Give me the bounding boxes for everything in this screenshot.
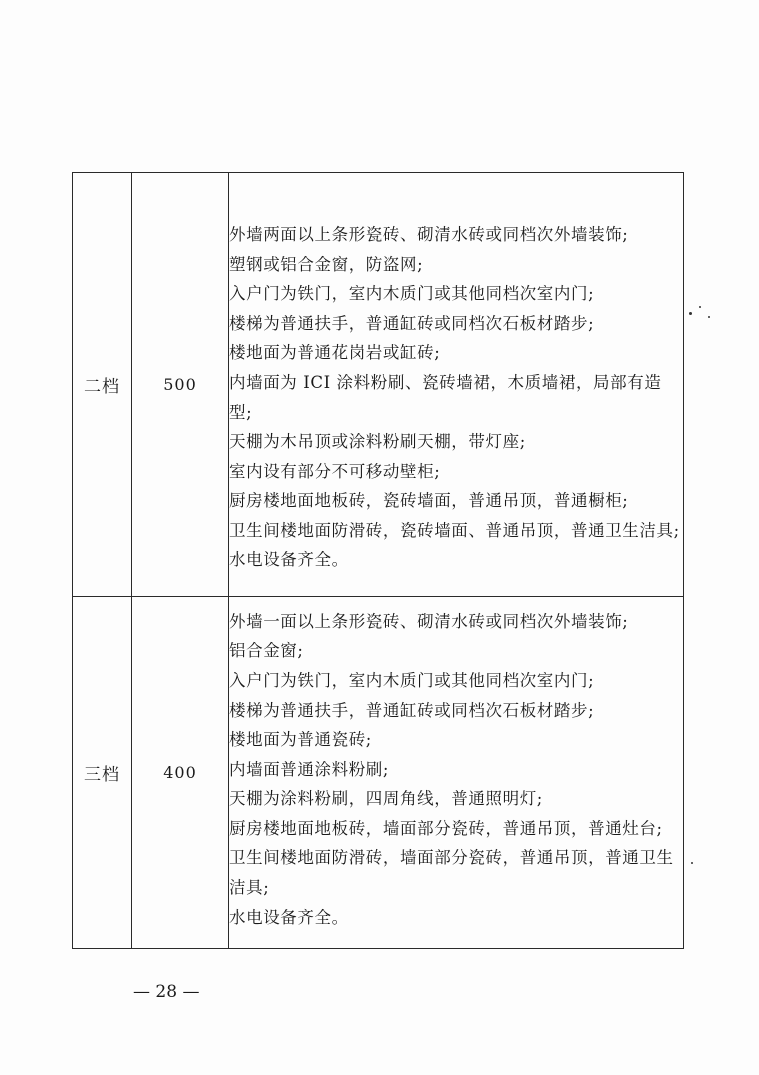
grade-cell: 三档 [73,597,132,949]
description-line: 铝合金窗; [229,641,304,661]
description-line: 水电设备齐全。 [229,907,349,927]
description-line: 内墙面为 ICI 涂料粉刷、瓷砖墙裙，木质墙裙，局部有造型; [229,372,662,422]
scan-speck [699,306,701,308]
grade-cell: 二档 [73,173,132,597]
description-line: 入户门为铁门，室内木质门或其他同档次室内门; [229,670,595,690]
description-line: 厨房楼地面地板砖，墙面部分瓷砖，普通吊顶，普通灶台; [229,818,663,838]
description-line: 塑钢或铝合金窗，防盗网; [229,254,424,274]
description-line: 天棚为涂料粉刷，四周角线，普通照明灯; [229,789,543,809]
description-line: 楼梯为普通扶手，普通缸砖或同档次石板材踏步; [229,700,595,720]
description-line: 外墙两面以上条形瓷砖、砌清水砖或同档次外墙装饰; [229,224,629,244]
description-line: 楼梯为普通扶手，普通缸砖或同档次石板材踏步; [229,313,595,333]
page-number-text: — 28 — [133,982,200,1002]
description-line: 水电设备齐全。 [229,550,349,570]
price-cell: 500 [132,173,229,597]
description-cell [229,173,684,597]
description-line: 外墙一面以上条形瓷砖、砌清水砖或同档次外墙装饰; [229,611,629,631]
description-line: 室内设有部分不可移动壁柜; [229,461,441,481]
scan-speck [689,312,692,315]
table-row [73,173,684,597]
scan-speck [691,862,693,864]
table-row [73,597,684,949]
description-line: 天棚为木吊顶或涂料粉刷天棚，带灯座; [229,432,526,452]
description-cell [229,597,684,949]
description-line: 楼地面为普通瓷砖; [229,730,372,750]
scan-speck [708,316,710,318]
description-line: 卫生间楼地面防滑砖，瓷砖墙面、普通吊顶，普通卫生洁具; [229,520,680,540]
description-line: 厨房楼地面地板砖，瓷砖墙面，普通吊顶，普通橱柜; [229,491,629,511]
description-line: 楼地面为普通花岗岩或缸砖; [229,343,441,363]
description-line: 卫生间楼地面防滑砖，墙面部分瓷砖，普通吊顶，普通卫生洁具; [229,848,674,898]
description-line: 入户门为铁门，室内木质门或其他同档次室内门; [229,284,595,304]
price-cell: 400 [132,597,229,949]
grade-table [72,172,684,949]
description-line: 内墙面普通涂料粉刷; [229,759,390,779]
